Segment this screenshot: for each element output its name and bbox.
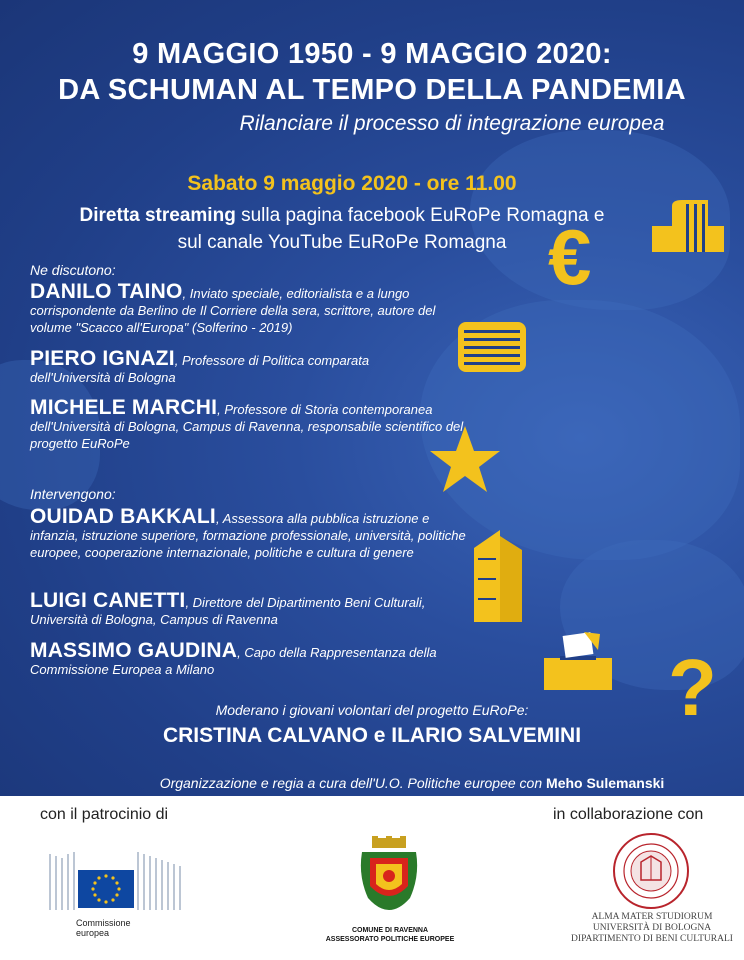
speaker-ignazi — [30, 347, 420, 386]
speaker-taino — [30, 280, 470, 336]
parliament-icon — [456, 318, 528, 374]
ballot-box-icon — [540, 630, 616, 692]
speaker-name: PIERO IGNAZI — [30, 347, 175, 370]
building-icon — [648, 198, 728, 254]
speaker-role: , Direttore del Dipartimento Beni Culturali, Università di Bologna, Campus di Ravenna — [30, 595, 426, 627]
euro-icon: € — [548, 213, 592, 301]
speaker-name: OUIDAD BAKKALI — [30, 505, 216, 528]
patronage-label: con il patrocinio di — [40, 806, 169, 823]
organization-name: Meho Sulemanski — [546, 775, 665, 791]
title-line-2: DA SCHUMAN AL TEMPO DELLA PANDEMIA — [58, 74, 686, 106]
organization-line — [40, 775, 744, 791]
streaming-bold: Diretta streaming — [79, 205, 236, 226]
discussants-label: Ne discutono: — [30, 262, 116, 278]
ec-name-line-1: Commissione — [76, 918, 131, 928]
ec-name — [76, 918, 131, 938]
speakers-label: Intervengono: — [30, 486, 116, 502]
speaker-canetti — [30, 589, 470, 628]
streaming-line-2: sul canale YouTube EuRoPe Romagna — [177, 232, 507, 253]
speaker-name: LUIGI CANETTI — [30, 589, 186, 612]
university-name — [560, 912, 744, 945]
event-date: Sabato 9 maggio 2020 - ore 11.00 — [187, 172, 517, 195]
speaker-gaudina — [30, 639, 470, 678]
ravenna-name-line-1: COMUNE DI RAVENNA — [351, 927, 429, 934]
speaker-name: MICHELE MARCHI — [30, 396, 218, 419]
speaker-name: MASSIMO GAUDINA — [30, 639, 238, 662]
speaker-role: , Assessora alla pubblica istruzione e infanzia, istruzione superiore, formazione professionale, università, politiche europee, cooperazione internazionale, politiche e cultura di genere — [30, 511, 466, 560]
speaker-role: , Professore di Politica comparata dell'Università di Bologna — [30, 353, 370, 385]
moderators-label: Moderano i giovani volontari del progetto EuRoPe: — [215, 702, 529, 718]
moderators-names: CRISTINA CALVANO e ILARIO SALVEMINI — [162, 724, 582, 747]
star-icon — [428, 424, 502, 494]
university-name-line-3: DIPARTIMENTO DI BENI CULTURALI — [571, 934, 733, 944]
streaming-rest: sulla pagina facebook EuRoPe Romagna e — [235, 205, 605, 226]
ravenna-name-line-2: ASSESSORATO POLITICHE EUROPEE — [325, 936, 455, 943]
tower-icon — [470, 528, 526, 624]
ec-name-line-2: europea — [76, 928, 110, 938]
question-mark-icon: ? — [668, 643, 717, 732]
speaker-role: , Capo della Rappresentanza della Commissione Europea a Milano — [30, 645, 437, 677]
speaker-marchi — [30, 396, 470, 452]
ravenna-name — [320, 926, 460, 944]
title-line-1: 9 MAGGIO 1950 - 9 MAGGIO 2020: — [132, 38, 612, 70]
collaboration-label: in collaborazione con — [553, 806, 704, 823]
organization-text: Organizzazione e regia a cura dell'U.O. Politiche europee con — [159, 775, 547, 791]
speaker-bakkali — [30, 505, 470, 561]
speaker-role: , Inviato speciale, editorialista e a lungo corrispondente da Berlino de Il Corriere della sera, scrittore, autore del volume "Scacco all'Europa" (Solferino - 2019) — [30, 286, 436, 335]
university-seal — [612, 832, 690, 910]
university-name-line-1: ALMA MATER STUDIORUM — [591, 912, 713, 922]
streaming-line-1 — [0, 205, 714, 227]
ravenna-coat-of-arms — [358, 836, 420, 924]
university-name-line-2: UNIVERSITÀ DI BOLOGNA — [592, 923, 712, 933]
speaker-role: , Professore di Storia contemporanea dell'Università di Bologna, Campus di Ravenna, responsabile scientifico del progetto EuRoPe — [30, 402, 464, 451]
speaker-name: DANILO TAINO — [30, 280, 183, 303]
subtitle: Rilanciare il processo di integrazione europea — [239, 112, 665, 135]
